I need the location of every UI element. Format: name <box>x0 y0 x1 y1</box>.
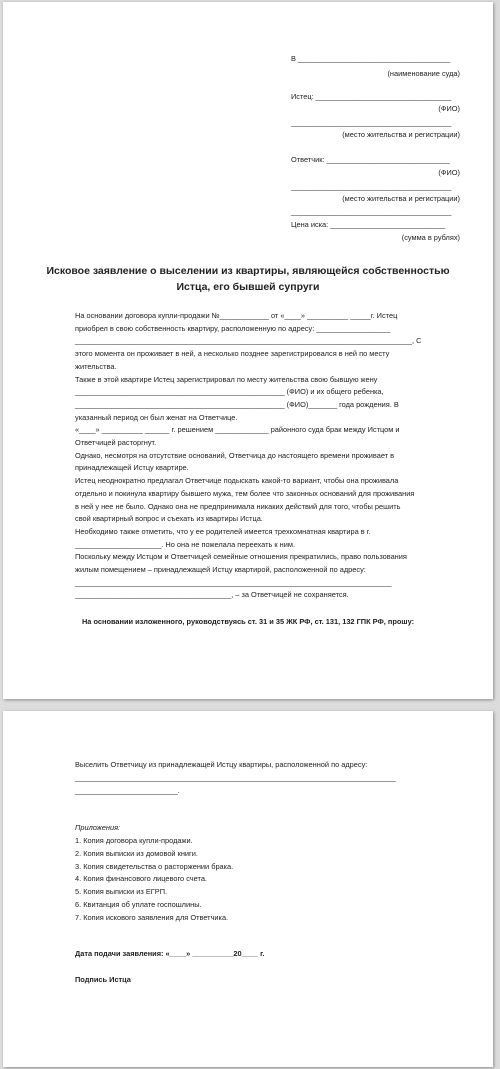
body-line: «____» __________ ______ г. решением _____________ районного суда брак между Истцом и <box>75 425 400 435</box>
defendant-residence-caption: (место жительства и регистрации) <box>342 194 460 203</box>
body-line: На основании договора купли-продажи №____________ от «____» __________ _____г. Истец <box>75 311 398 320</box>
defendant-line: Ответчик: ______________________________ <box>291 155 450 164</box>
body-line: Необходимо также отметить, что у ее родителей имеется трехкомнатная квартира в г. <box>75 526 371 536</box>
body-line: __________________________________________________________________________________, С <box>75 336 422 346</box>
body-line: этого момента он проживает в ней, а несколько позднее зарегистрировался в ней по месту <box>75 349 390 359</box>
attachment-item: 3. Копия свидетельства о расторжении брака. <box>75 861 234 871</box>
request-line-3: _________________________. <box>75 786 180 795</box>
plaintiff-residence-caption: (место жительства и регистрации) <box>342 130 460 139</box>
body-line: Также в этой квартире Истец зарегистрировал по месту жительства свою бывшую жену <box>75 374 378 384</box>
body-line: Истец неоднократно предлагал Ответчице подыскать какой-то вариант, чтобы она проживала <box>75 476 399 486</box>
plaintiff-fio-caption: (ФИО) <box>438 104 460 113</box>
plaintiff-line: Истец: _________________________________ <box>291 92 452 101</box>
body-line: принадлежащей Истцу квартире. <box>75 463 189 473</box>
attachment-item: 4. Копия финансового лицевого счета. <box>75 874 207 884</box>
attachment-item: 7. Копия искового заявления для Ответчика. <box>75 912 229 922</box>
defendant-address-line-1: _______________________________________ <box>291 182 452 191</box>
body-line: приобрел в свою собственность квартиру, расположенную по адресу: __________________ <box>75 323 391 333</box>
legal-basis: На основании изложенного, руководствуясь ст. 31 и 35 ЖК РФ, ст. 131, 132 ГПК РФ, прошу: <box>81 617 415 626</box>
body-line: жительства. <box>75 361 117 371</box>
attachment-item: 6. Квитанция об уплате госпошлины. <box>75 900 202 909</box>
attachments-title: Приложения: <box>75 823 121 832</box>
plaintiff-signature: Подпись Истца <box>75 975 131 984</box>
body-line: ______________________________________, – за Ответчицей не сохраняется. <box>75 590 349 600</box>
plaintiff-address-line: _______________________________________ <box>291 118 452 127</box>
filing-date-line: Дата подачи заявления: «____» __________20____ г. <box>75 949 265 958</box>
body-line: Однако, несмотря на отсутствие оснований, Ответчица до настоящего времени проживает в <box>75 450 395 460</box>
attachment-item: 1. Копия договора купли-продажи. <box>75 836 193 845</box>
body-line: жилым помещением – принадлежащей Истцу квартирой, расположенной по адресу: <box>75 565 366 574</box>
attachment-item: 2. Копия выписки из домовой книги. <box>75 848 198 858</box>
body-line: ___________________________________________________ (ФИО)_______ года рождения. В <box>75 399 399 409</box>
document-title-line-1: Исковое заявление о выселении из квартиры, являющейся собственностью <box>46 265 450 277</box>
claim-price-line: Цена иска: ____________________________ <box>291 220 446 229</box>
defendant-address-line-2: _______________________________________ <box>291 207 452 216</box>
document-title-line-2: Истца, его бывшей супруги <box>176 281 320 293</box>
court-line: В _____________________________________ <box>291 54 451 63</box>
document-page-2 <box>3 711 493 1067</box>
document-page-1 <box>3 2 493 699</box>
court-caption: (наименование суда) <box>387 69 460 78</box>
attachment-item: 5. Копия выписки из ЕГРП. <box>75 887 168 897</box>
body-line: свой квартирный вопрос и съехать из квартиры Истца. <box>75 514 263 524</box>
defendant-fio-caption: (ФИО) <box>438 168 460 177</box>
request-line-1: Выселить Ответчицу из принадлежащей Истцу квартиры, расположенной по адресу: <box>75 760 368 769</box>
body-line: _____________________________________________________________________________ <box>75 577 392 587</box>
sum-caption: (сумма в рублях) <box>401 233 460 242</box>
body-line: Поскольку между Истцом и Ответчицей семейные отношения прекратились, право пользования <box>75 552 407 562</box>
body-line: отдельно и покинула квартиру бывшего мужа, тем более что законных оснований для проживания <box>75 488 415 498</box>
body-line: Ответчицей расторгнут. <box>75 438 157 447</box>
body-line: _____________________. Но она не пожелала переехать к ним. <box>75 539 296 549</box>
body-line: в ней у нее не было. Однако она не предпринимала никаких действий для того, чтобы решить <box>75 501 401 511</box>
body-line: указанный период он был женат на Ответчице. <box>75 412 238 422</box>
body-line: ___________________________________________________ (ФИО) и их общего ребенка, <box>75 387 384 397</box>
request-line-2: ______________________________________________________________________________ <box>75 773 396 782</box>
